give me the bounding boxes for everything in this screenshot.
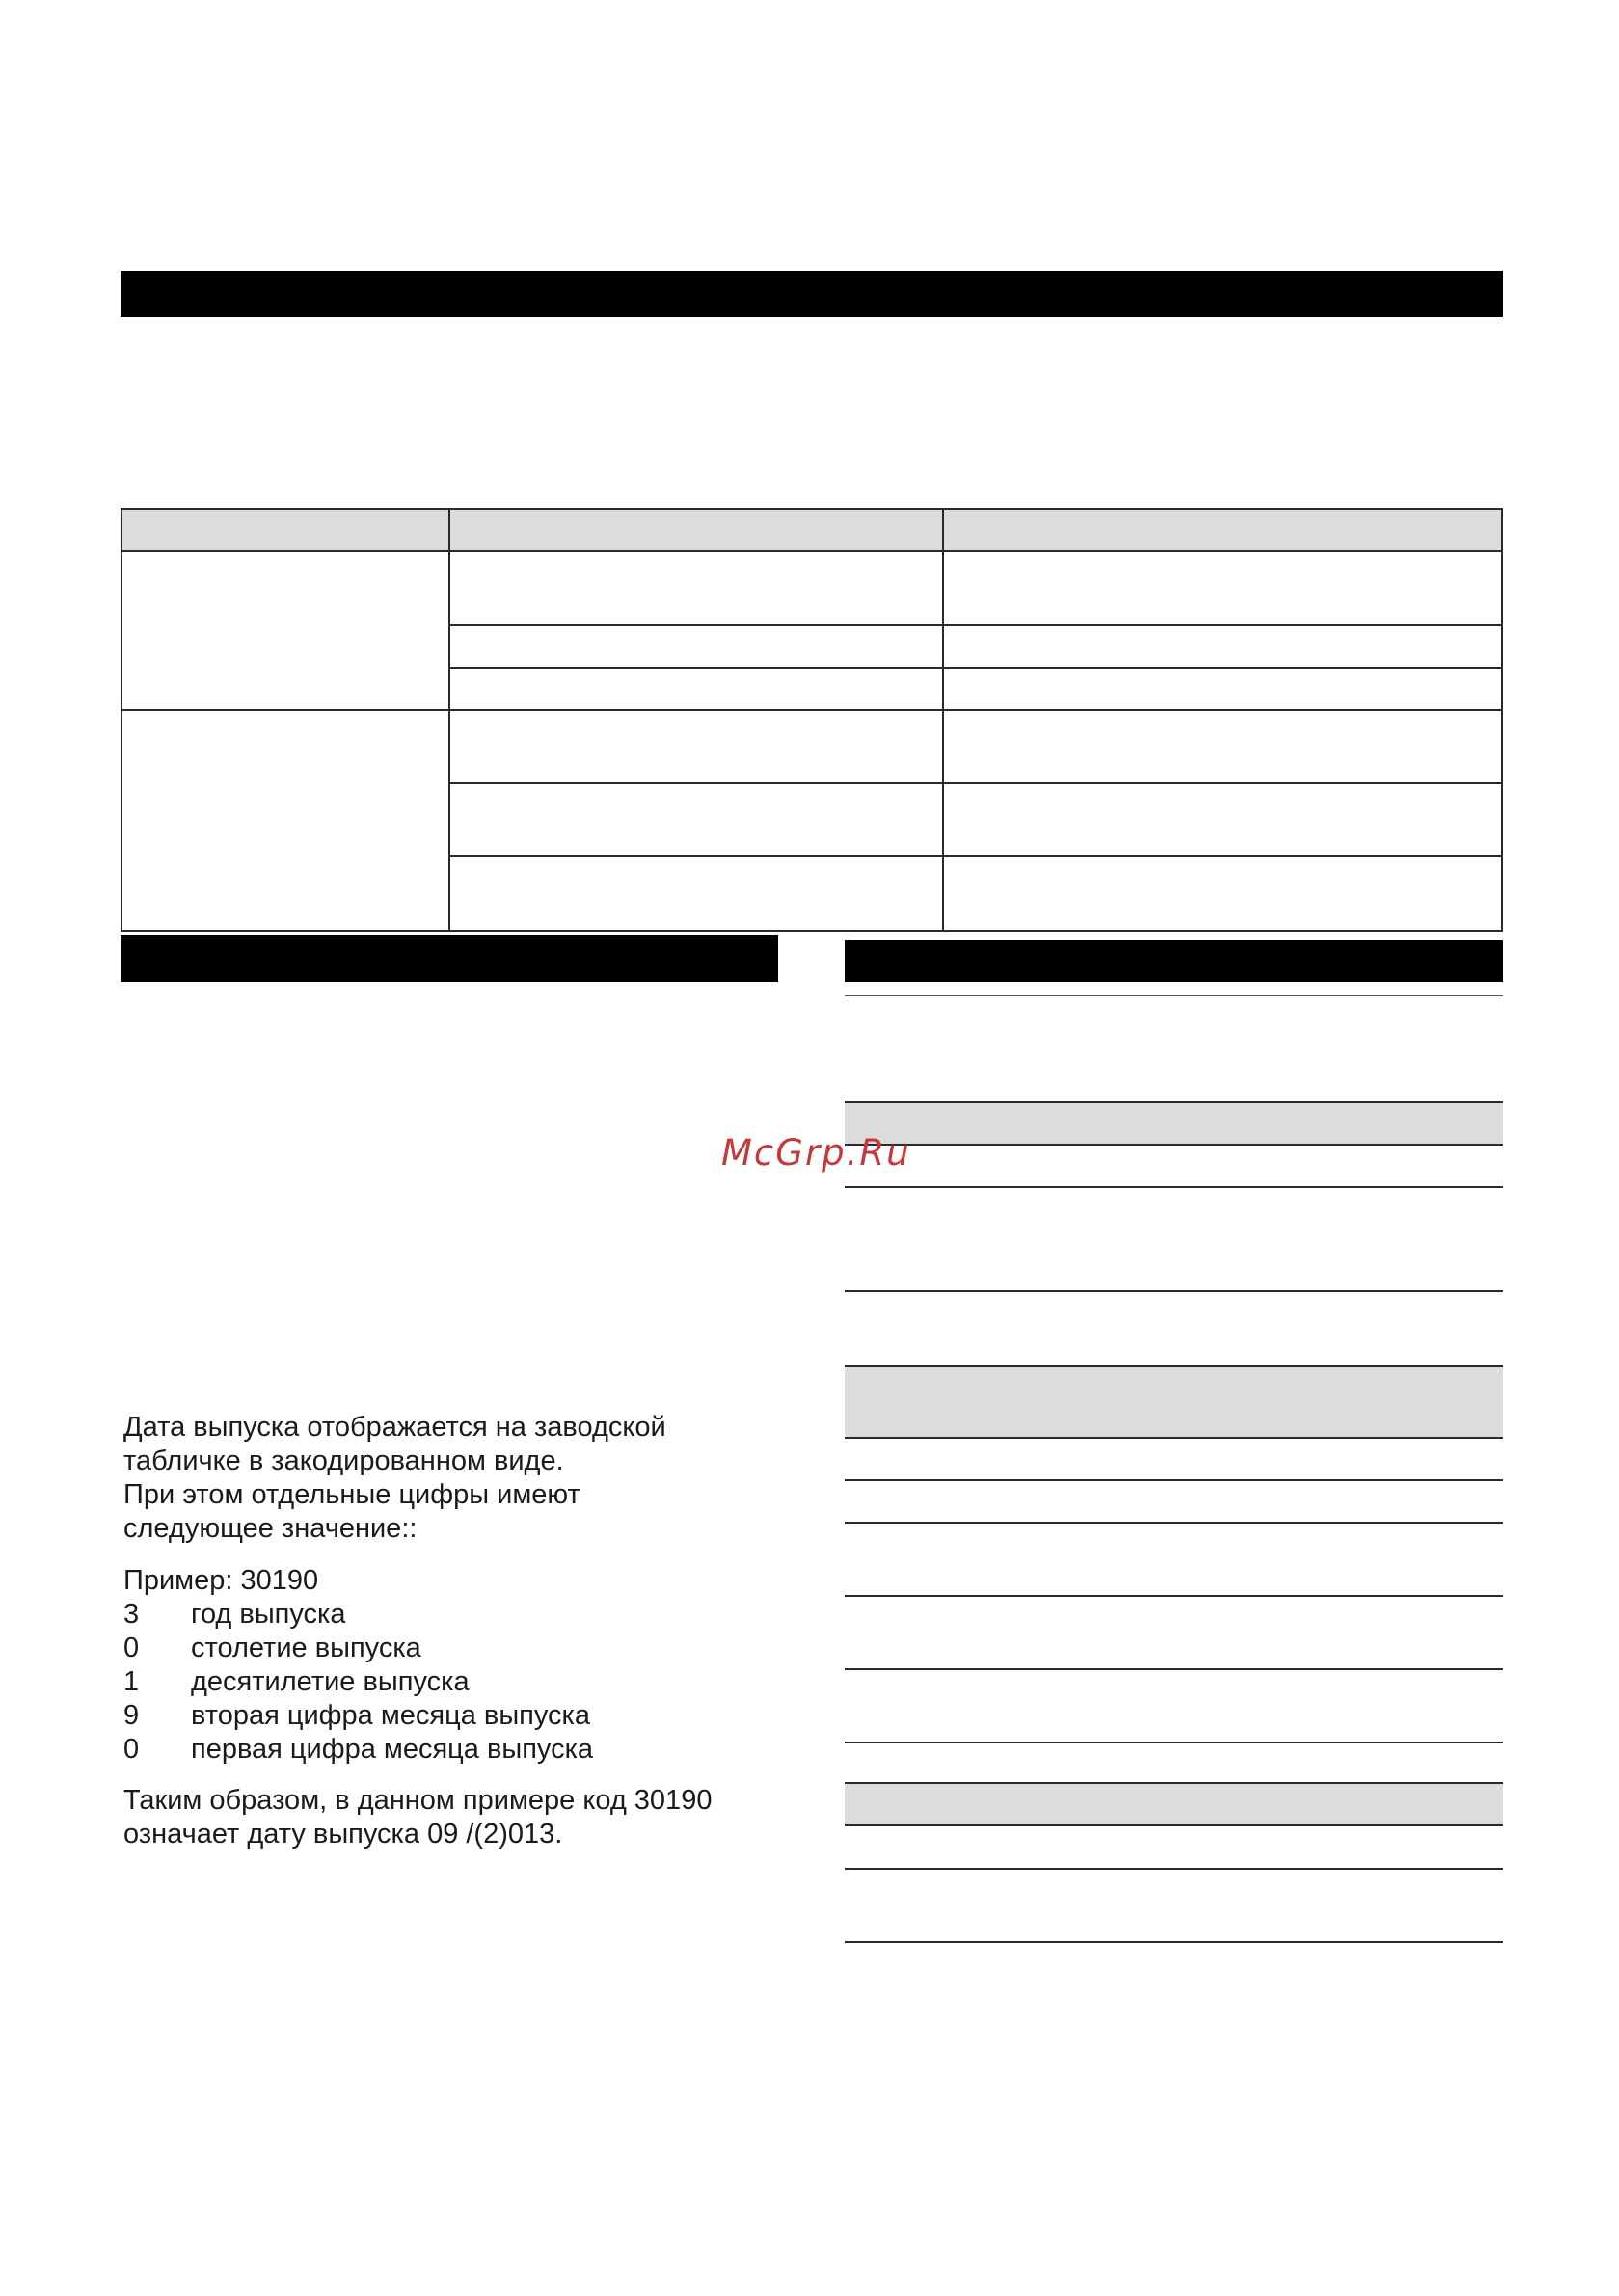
digit-meaning: столетие выпуска	[191, 1633, 421, 1663]
spec-row-rule	[845, 1941, 1503, 1943]
digit-value: 3	[123, 1599, 140, 1630]
spec-row-rule	[845, 1290, 1503, 1292]
spec-row-rule	[845, 1595, 1503, 1597]
spec-row-rule	[845, 995, 1503, 996]
spec-row-rule	[845, 1437, 1503, 1439]
table-header-row	[121, 508, 1503, 551]
spec-row-rule	[845, 1824, 1503, 1826]
spec-group-header	[845, 1102, 1503, 1145]
digit-value: 0	[123, 1633, 140, 1663]
digit-meaning: вторая цифра месяца выпуска	[191, 1700, 591, 1731]
spec-row-rule	[845, 1365, 1503, 1367]
paragraph-line: табличке в закодированном виде.	[123, 1445, 564, 1476]
watermark: McGrp.Ru	[721, 1132, 911, 1174]
spec-row-rule	[845, 1742, 1503, 1743]
table-border-bottom	[121, 930, 1503, 932]
table-row-divider	[448, 855, 1503, 857]
table-row-divider	[448, 624, 1503, 626]
spec-row-rule	[845, 1868, 1503, 1870]
table-row-divider	[121, 709, 1503, 711]
section-heading-bar	[121, 271, 1503, 317]
paragraph-line: При этом отдельные цифры имеют	[123, 1479, 580, 1510]
digit-meaning: десятилетие выпуска	[191, 1666, 470, 1697]
spec-row-rule	[845, 1101, 1503, 1103]
spec-row-rule	[845, 1668, 1503, 1670]
spec-group-header	[845, 1783, 1503, 1825]
table-border-right	[1501, 508, 1503, 932]
conclusion-line: означает дату выпуска 09 /(2)013.	[123, 1819, 563, 1850]
digit-value: 9	[123, 1700, 140, 1731]
spec-row-rule	[845, 1144, 1503, 1146]
table-border-left	[121, 508, 122, 932]
digit-value: 0	[123, 1734, 140, 1765]
digit-meaning: год выпуска	[191, 1599, 346, 1630]
spec-row-rule	[845, 1782, 1503, 1784]
table-column-divider	[448, 508, 450, 932]
right-section-heading-bar	[845, 940, 1503, 982]
left-section-heading-bar	[121, 935, 778, 982]
conclusion-line: Таким образом, в данном примере код 30190	[123, 1785, 713, 1816]
spec-row-rule	[845, 1186, 1503, 1188]
table-row-divider	[121, 550, 1503, 552]
table-row-divider	[448, 782, 1503, 784]
spec-row-rule	[845, 1522, 1503, 1524]
spec-row-rule	[845, 1479, 1503, 1481]
digit-value: 1	[123, 1666, 140, 1697]
spec-group-header	[845, 1366, 1503, 1438]
example-label: Пример: 30190	[123, 1565, 319, 1596]
digit-meaning: первая цифра месяца выпуска	[191, 1734, 594, 1765]
table-column-divider	[942, 508, 944, 932]
paragraph-line: следующее значение::	[123, 1513, 418, 1544]
table-row-divider	[448, 667, 1503, 669]
table-border-top	[121, 508, 1503, 510]
paragraph-line: Дата выпуска отображается на заводской	[123, 1412, 666, 1443]
